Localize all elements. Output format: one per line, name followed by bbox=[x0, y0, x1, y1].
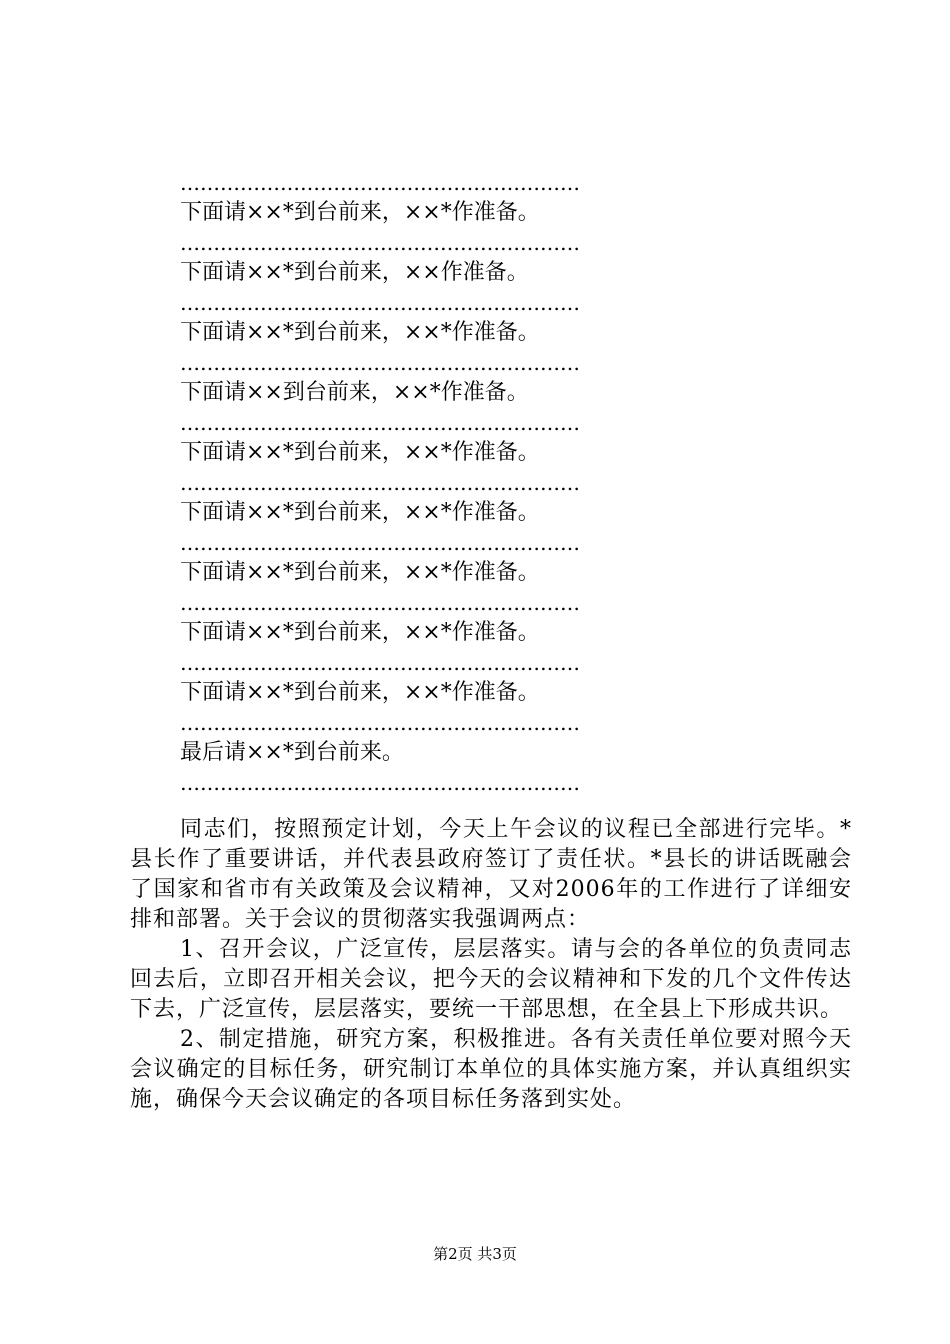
dotted-separator: …………………………………………………… bbox=[180, 231, 580, 255]
list-item: 下面请××*到台前来，××*作准备。 bbox=[180, 440, 540, 465]
dotted-separator: …………………………………………………… bbox=[180, 591, 580, 615]
dotted-separator: …………………………………………………… bbox=[180, 531, 580, 555]
dotted-separator: …………………………………………………… bbox=[180, 711, 580, 735]
dotted-separator: …………………………………………………… bbox=[180, 411, 580, 435]
closing-remarks bbox=[130, 815, 852, 1115]
paragraph: 2、制定措施，研究方案，积极推进。各有关责任单位要对照今天会议确定的目标任务，研究制订本单位的具体实施方案，并认真组织实施，确保今天会议确定的各项目标任务落到实处。 bbox=[130, 1027, 852, 1112]
dotted-separator: …………………………………………………… bbox=[180, 771, 580, 795]
paragraph: 同志们，按照预定计划，今天上午会议的议程已全部进行完毕。*县长作了重要讲话，并代表县政府签订了责任状。*县长的讲话既融会了国家和省市有关政策及会议精神，又对2006年的工作进行了详细安排和部署。关于会议的贯彻落实我强调两点： bbox=[130, 817, 852, 932]
dotted-separator: …………………………………………………… bbox=[180, 471, 580, 495]
list-item: 下面请××*到台前来，××*作准备。 bbox=[180, 500, 540, 525]
list-item: 下面请××*到台前来，××*作准备。 bbox=[180, 620, 540, 645]
speaker-list bbox=[180, 168, 650, 798]
list-item: 下面请××*到台前来，××*作准备。 bbox=[180, 560, 540, 585]
paragraph: 1、召开会议，广泛宣传，层层落实。请与会的各单位的负责同志回去后，立即召开相关会议，把今天的会议精神和下发的几个文件传达下去，广泛宣传，层层落实，要统一干部思想，在全县上下形成共识。 bbox=[130, 937, 852, 1022]
dotted-separator: …………………………………………………… bbox=[180, 651, 580, 675]
list-item: 下面请××*到台前来，××*作准备。 bbox=[180, 320, 540, 345]
dotted-separator: …………………………………………………… bbox=[180, 291, 580, 315]
list-item: 下面请××到台前来，××*作准备。 bbox=[180, 380, 529, 405]
list-item: 下面请××*到台前来，××*作准备。 bbox=[180, 200, 540, 225]
dotted-separator: …………………………………………………… bbox=[180, 351, 580, 375]
page-footer: 第2页 共3页 bbox=[433, 1245, 517, 1263]
dotted-separator: …………………………………………………… bbox=[180, 171, 580, 195]
list-item: 下面请××*到台前来，××*作准备。 bbox=[180, 680, 540, 705]
list-item: 最后请××*到台前来。 bbox=[180, 740, 404, 765]
list-item: 下面请××*到台前来，××作准备。 bbox=[180, 260, 529, 285]
